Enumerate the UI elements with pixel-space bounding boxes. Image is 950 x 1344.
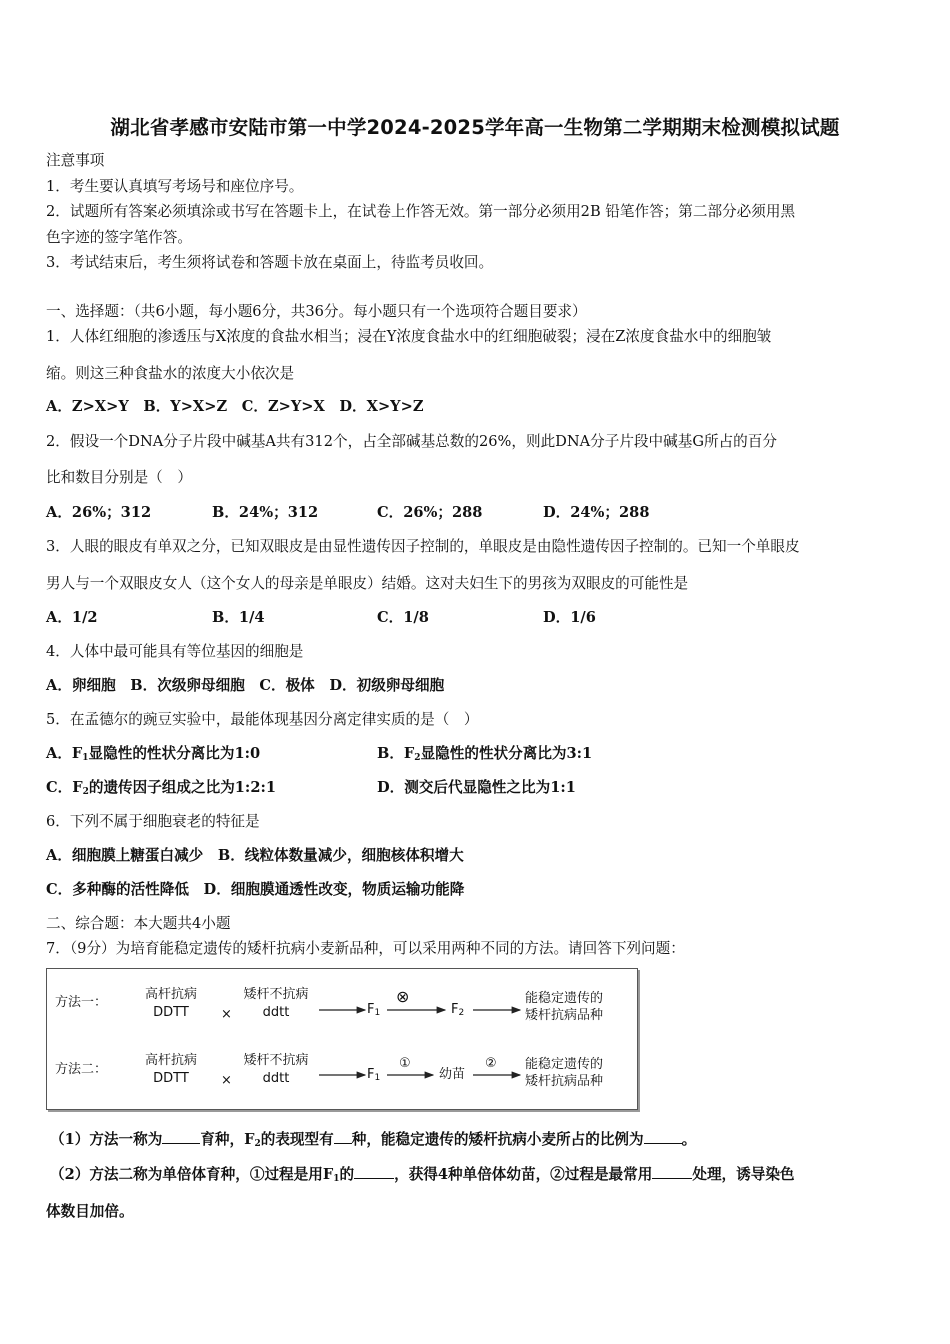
q1-stem-line1: 1．人体红细胞的渗透压与X浓度的食盐水相当；浸在Y浓度食盐水中的红细胞破裂；浸在Z浓度食盐水中的细胞皱	[46, 328, 772, 345]
m2-step2-marker: ②	[485, 1056, 497, 1071]
m1-cross-symbol: ×	[221, 1007, 232, 1022]
q3-option-c: C．1/8	[377, 609, 429, 626]
notice-item-3: 3．考试结束后，考生须将试卷和答题卡放在桌面上，待监考员收回。	[46, 254, 494, 271]
section2-heading: 二、综合题：本大题共4小题	[46, 915, 231, 932]
q6-options-line1: A．细胞膜上糖蛋白减少 B．线粒体数量减少，细胞核体积增大	[46, 847, 464, 864]
q1-stem-line2: 缩。则这三种食盐水的浓度大小依次是	[46, 365, 295, 382]
m1-selfing-symbol: ⊗	[396, 987, 410, 1006]
m2-parent1-genotype: DDTT	[153, 1071, 189, 1086]
m1-parent2-genotype: ddtt	[262, 1005, 290, 1020]
m2-result-line2: 矮杆抗病品种	[525, 1074, 604, 1089]
q2-option-c: C．26%；288	[377, 504, 483, 521]
q4-options: A．卵细胞 B．次级卵母细胞 C．极体 D．初级卵母细胞	[46, 677, 445, 694]
q3-option-a: A．1/2	[46, 609, 98, 626]
q5-option-d: D．测交后代显隐性之比为1:1	[377, 779, 576, 796]
q3-stem-line1: 3．人眼的眼皮有单双之分，已知双眼皮是由显性遗传因子控制的，单眼皮是由隐性遗传因子控制的。已知一个单眼皮	[46, 538, 800, 555]
q2-option-b: B．24%；312	[212, 504, 319, 521]
breeding-diagram	[46, 968, 638, 1110]
m1-f1: $F_1$	[367, 1002, 381, 1018]
q7-stem: 7．（9分）为培育能稳定遗传的矮杆抗病小麦新品种，可以采用两种不同的方法。请回答下列问题：	[46, 940, 685, 957]
m1-parent2-name: 矮杆不抗病	[243, 987, 309, 1002]
q7-sub2: （2）方法二称为单倍体育种，①过程是用$F_1$的 ，获得4种单倍体幼苗，②过程是最常用 处理，诱导染色	[50, 1166, 795, 1184]
q6-options-line2: C．多种酶的活性降低 D．细胞膜通透性改变，物质运输功能降	[46, 881, 465, 898]
q5-option-c: C．$F_2$的遗传因子组成之比为1:2:1	[46, 779, 277, 797]
q4-stem: 4．人体中最可能具有等位基因的细胞是	[46, 643, 304, 660]
m1-result-line1: 能稳定遗传的	[525, 991, 604, 1006]
q2-option-a: A．26%；312	[46, 504, 152, 521]
q3-option-b: B．1/4	[212, 609, 265, 626]
m2-step1-marker: ①	[399, 1056, 411, 1071]
q7-sub2-line2: 体数目加倍。	[46, 1203, 134, 1220]
q2-stem-line1: 2．假设一个DNA分子片段中碱基A共有312个，占全部碱基总数的26%，则此DNA分子片段中碱基G所占的百分	[46, 433, 777, 450]
m1-parent1-genotype: DDTT	[153, 1005, 189, 1020]
q3-stem-line2: 男人与一个双眼皮女人（这个女人的母亲是单眼皮）结婚。这对夫妇生下的男孩为双眼皮的可能性是	[46, 575, 689, 592]
q1-options: A．Z>X>Y B．Y>X>Z C．Z>Y>X D．X>Y>Z	[46, 398, 424, 415]
q7-sub1: （1）方法一称为 育种，$F_2$的表现型有 种，能稳定遗传的矮杆抗病小麦所占的比例为 。	[50, 1131, 697, 1149]
q2-option-d: D．24%；288	[543, 504, 650, 521]
m2-result-line1: 能稳定遗传的	[525, 1057, 604, 1072]
m1-parent1-name: 高杆抗病	[144, 987, 197, 1002]
method2-label: 方法二：	[55, 1062, 108, 1077]
q2-stem-line2: 比和数目分别是（ ）	[46, 469, 192, 486]
m1-f2: $F_2$	[451, 1002, 465, 1018]
q5-option-a: A．$F_1$显隐性的性状分离比为1:0	[46, 745, 261, 763]
method1-label: 方法一：	[55, 995, 108, 1010]
notice-item-2-cont: 色字迹的签字笔作答。	[46, 229, 192, 246]
page-title: 湖北省孝感市安陆市第一中学2024-2025学年高一生物第二学期期末检测模拟试题	[110, 116, 840, 139]
notice-item-1: 1．考生要认真填写考场号和座位序号。	[46, 178, 304, 195]
m2-parent2-genotype: ddtt	[262, 1071, 290, 1086]
m2-parent2-name: 矮杆不抗病	[243, 1053, 309, 1068]
q6-stem: 6．下列不属于细胞衰老的特征是	[46, 813, 260, 830]
m2-seedling: 幼苗	[439, 1067, 466, 1082]
m1-result-line2: 矮杆抗病品种	[525, 1008, 604, 1023]
q5-option-b: B．$F_2$显隐性的性状分离比为3:1	[377, 745, 593, 763]
notice-heading: 注意事项	[46, 152, 105, 169]
q3-option-d: D．1/6	[543, 609, 596, 626]
m2-cross-symbol: ×	[221, 1073, 232, 1088]
section1-heading: 一、选择题：（共6小题，每小题6分，共36分。每小题只有一个选项符合题目要求）	[46, 303, 587, 320]
notice-item-2: 2．试题所有答案必须填涂或书写在答题卡上，在试卷上作答无效。第一部分必须用2B 铅笔作答；第二部分必须用黑	[46, 203, 796, 220]
m2-f1: $F_1$	[367, 1067, 381, 1083]
m2-parent1-name: 高杆抗病	[144, 1053, 197, 1068]
q5-stem: 5．在孟德尔的豌豆实验中，最能体现基因分离定律实质的是（ ）	[46, 711, 479, 728]
